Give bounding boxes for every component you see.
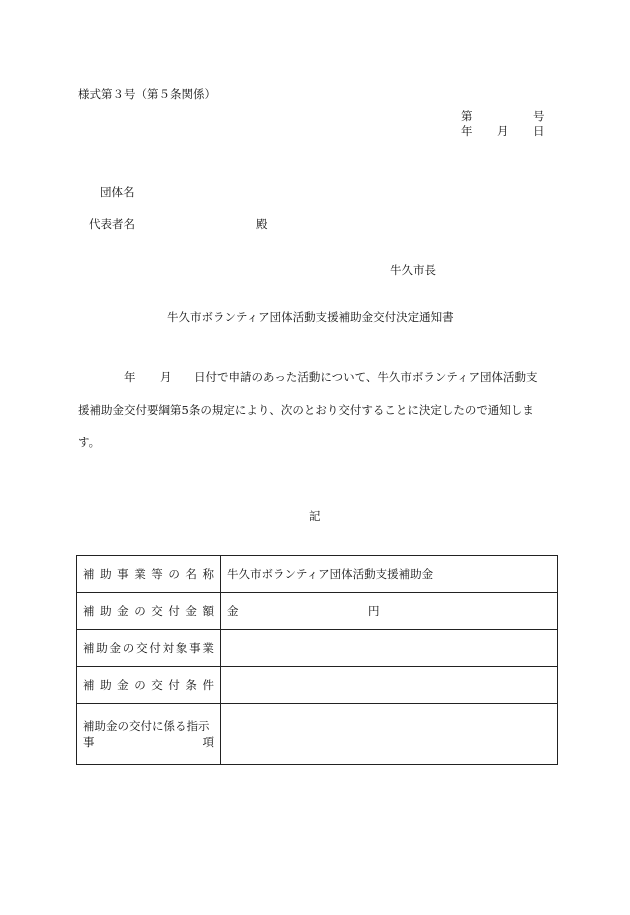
document-number-prefix: 第 [461, 109, 473, 123]
issuer-name: 牛久市長 [390, 263, 436, 277]
honorific: 殿 [256, 217, 268, 231]
amount-yen-label: 円 [368, 604, 380, 618]
ki-heading: 記 [309, 509, 321, 523]
body-month-label: 月 [160, 370, 172, 384]
table-row [77, 630, 558, 667]
date-year-label: 年 [461, 124, 473, 138]
table-row [77, 556, 558, 593]
table-row [77, 704, 558, 765]
amount-kin-label: 金 [227, 604, 239, 618]
subsidy-details-table [76, 555, 558, 765]
date-day-label: 日 [533, 124, 545, 138]
representative-name-label: 代表者名 [89, 217, 135, 231]
body-line-1-text: 日付で申請のあった活動について、牛久市ボランティア団体活動支 [194, 370, 538, 384]
table-row [77, 667, 558, 704]
row-label-program-name: 補 助 事 業 等 の 名 称 [77, 556, 221, 593]
body-line-3: す。 [78, 435, 101, 449]
table-row [77, 593, 558, 630]
date-month-label: 月 [497, 124, 509, 138]
row-value-instructions [221, 704, 558, 765]
row-value-grant-amount [221, 593, 558, 630]
row-label-instructions-line-2: 事 項 [83, 735, 214, 749]
form-number-label: 様式第３号（第５条関係） [78, 87, 216, 101]
row-label-grant-amount: 補 助 金 の 交 付 金 額 [77, 593, 221, 630]
row-label-instructions-line-1: 補助金の交付に係る指示 [83, 718, 210, 733]
group-name-label: 団体名 [100, 185, 135, 199]
row-value-conditions [221, 667, 558, 704]
document-title: 牛久市ボランティア団体活動支援補助金交付決定通知書 [167, 310, 454, 324]
document-number-suffix: 号 [533, 109, 545, 123]
row-value-program-name: 牛久市ボランティア団体活動支援補助金 [221, 556, 558, 593]
row-value-target-project [221, 630, 558, 667]
body-line-2: 援補助金交付要綱第5条の規定により、次のとおり交付することに決定したので通知しま [78, 403, 534, 417]
row-label-conditions: 補 助 金 の 交 付 条 件 [77, 667, 221, 704]
row-label-target-project: 補 助 金 の 交 付 対 象 事 業 [77, 630, 221, 667]
body-year-label: 年 [124, 370, 136, 384]
row-label-instructions [77, 704, 221, 765]
